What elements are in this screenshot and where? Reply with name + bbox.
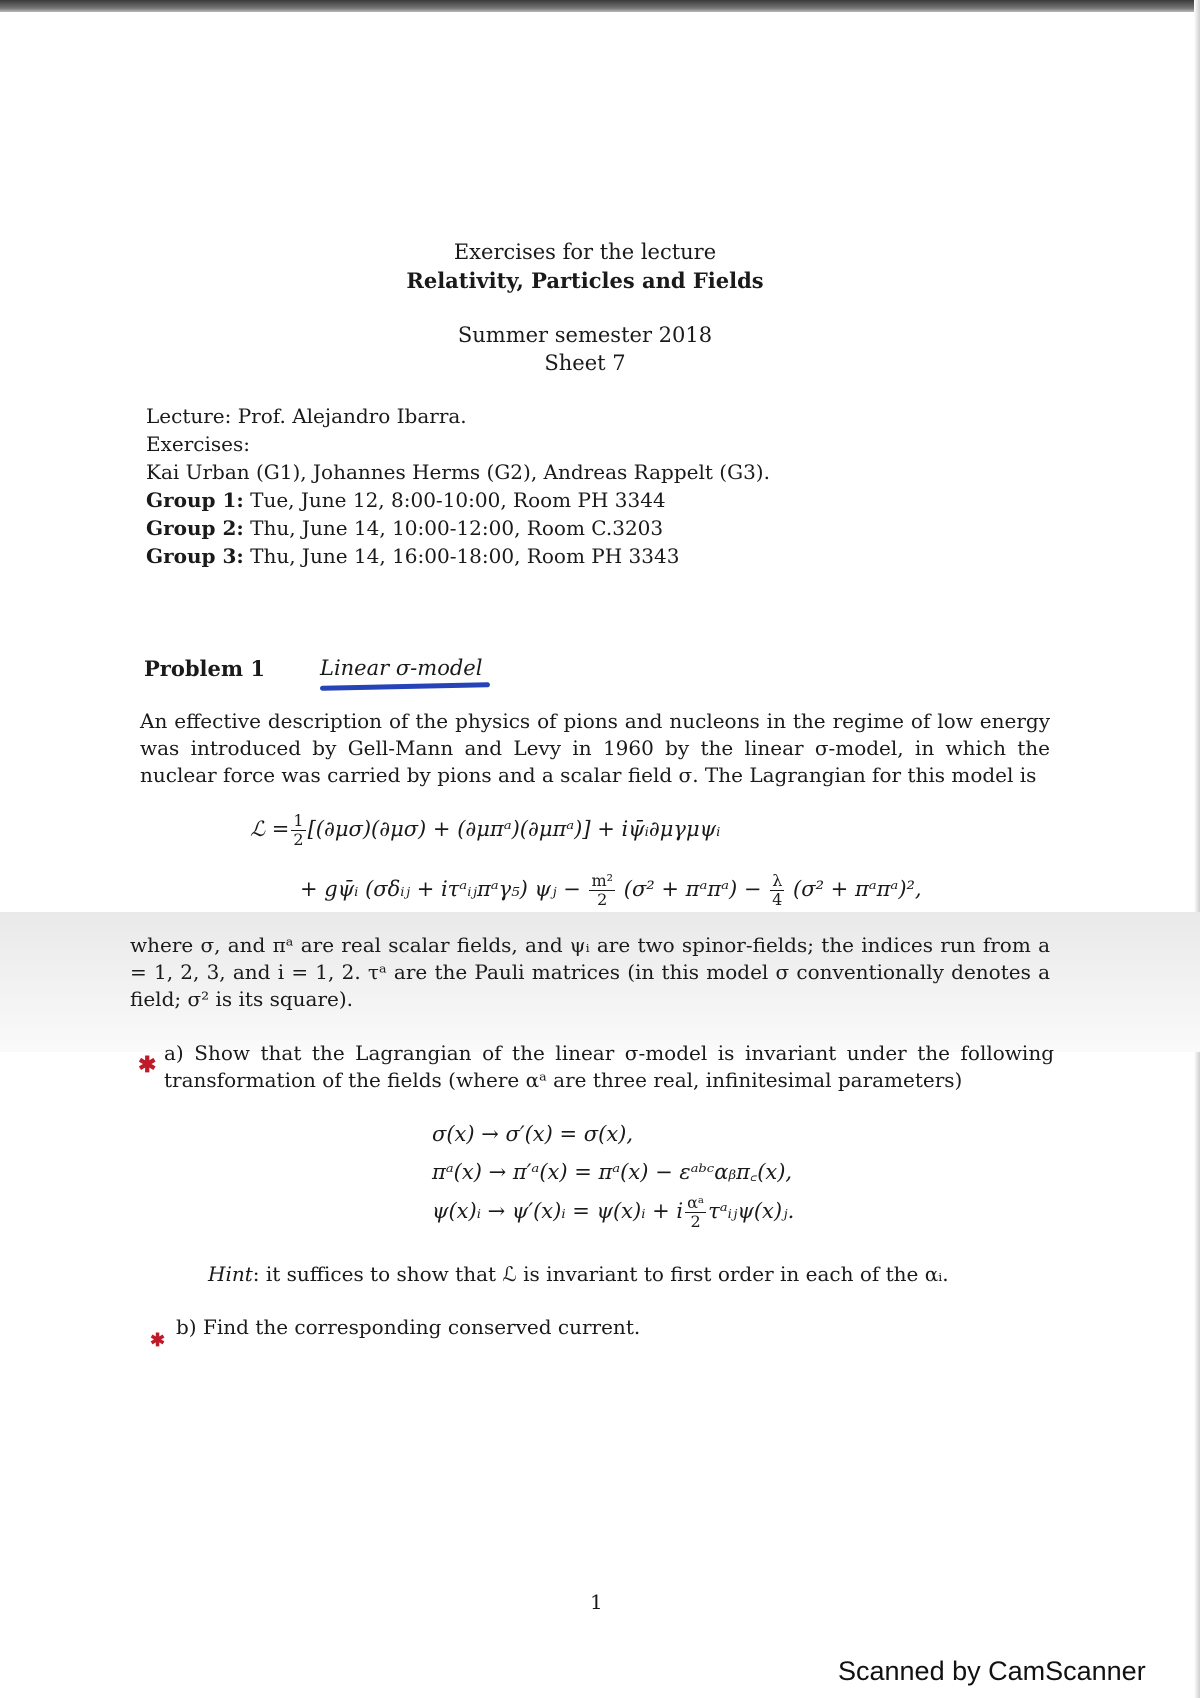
tutors: Kai Urban (G1), Johannes Herms (G2), Andreas Rappelt (G3). bbox=[146, 460, 770, 484]
sheet-number: Sheet 7 bbox=[544, 351, 626, 375]
fraction-alpha: $\frac{\text{αᵃ}}{2}$ bbox=[687, 1193, 705, 1231]
fraction-half: $\frac{1}{2}$ bbox=[293, 811, 304, 849]
group-3: Group 3: Thu, June 14, 16:00-18:00, Room PH 3343 bbox=[146, 544, 680, 568]
course-info bbox=[146, 402, 770, 570]
course-title: Relativity, Particles and Fields bbox=[406, 268, 764, 293]
group-1: Group 1: Tue, June 12, 8:00-10:00, Room PH 3344 bbox=[146, 488, 666, 512]
problem-label: Problem 1 bbox=[144, 656, 266, 681]
lecturer: Lecture: Prof. Alejandro Ibarra. bbox=[146, 404, 467, 428]
hint: Hint: it suffices to show that ℒ is invariant to first order in each of the αᵢ. bbox=[208, 1262, 949, 1286]
problem-title: Linear σ-model bbox=[320, 656, 483, 680]
fields-note: where σ, and πᵃ are real scalar fields, and ψᵢ are two spinor-fields; the indices run from a = 1, 2, 3, and i = 1, 2. τᵃ are the Pauli matrices (in this model σ conventionally denotes a field; σ² is its square). bbox=[130, 933, 1050, 1011]
problem-intro: An effective description of the physics of pions and nucleons in the regime of low energy was introduced by Gell-Mann and Levy in 1960 by the linear σ-model, in which the nuclear force was carried by pions and a scalar field σ. The Lagrangian for this model is bbox=[140, 709, 1050, 787]
page-number: 1 bbox=[590, 1590, 603, 1614]
scanner-watermark: Scanned by CamScanner bbox=[838, 1656, 1146, 1686]
part-b: b) Find the corresponding conserved current. bbox=[176, 1315, 641, 1339]
lagrangian-line-2: + gψ̄ᵢ (σδᵢⱼ + iτᵃᵢⱼπᵃγ₅) ψⱼ − $\frac{\text{m²}}{2}$ (σ² + πᵃπᵃ) − $\frac{\lambda}{4}$ (σ² + πᵃπᵃ)², bbox=[300, 871, 922, 909]
transform-sigma: σ(x) → σ′(x) = σ(x), bbox=[432, 1122, 634, 1146]
handwritten-underline bbox=[320, 682, 490, 691]
header-line-1: Exercises for the lecture bbox=[453, 240, 717, 264]
group-2: Group 2: Thu, June 14, 10:00-12:00, Room C.3203 bbox=[146, 516, 664, 540]
fraction-lambda: $\frac{\lambda}{4}$ bbox=[772, 871, 783, 909]
transform-psi: ψ(x)ᵢ → ψ′(x)ᵢ = ψ(x)ᵢ + i $\frac{\text{αᵃ}}{2}$ τᵃᵢⱼψ(x)ⱼ. bbox=[432, 1193, 795, 1231]
scan-top-edge bbox=[0, 0, 1200, 12]
scan-right-edge bbox=[1194, 0, 1200, 1698]
transform-pi: πᵃ(x) → π′ᵃ(x) = πᵃ(x) − εᵃᵇᶜαᵦπ꜀(x), bbox=[432, 1160, 793, 1184]
exercises-label: Exercises: bbox=[146, 432, 250, 456]
red-star-annotation-b: ✱ bbox=[150, 1330, 166, 1351]
semester: Summer semester 2018 bbox=[457, 323, 713, 347]
part-a: a) Show that the Lagrangian of the linear σ-model is invariant under the following transformation of the fields (where αᵃ are three real, infinitesimal parameters) bbox=[164, 1041, 1054, 1092]
lagrangian-line-1: ℒ = $\frac{1}{2}$ [(∂μσ)(∂μσ) + (∂μπᵃ)(∂μπᵃ)] + iψ̄ᵢ∂μγμψᵢ bbox=[250, 811, 721, 849]
fraction-m2: $\frac{\text{m²}}{2}$ bbox=[591, 871, 614, 909]
red-star-annotation-a: ✱ bbox=[138, 1052, 157, 1078]
